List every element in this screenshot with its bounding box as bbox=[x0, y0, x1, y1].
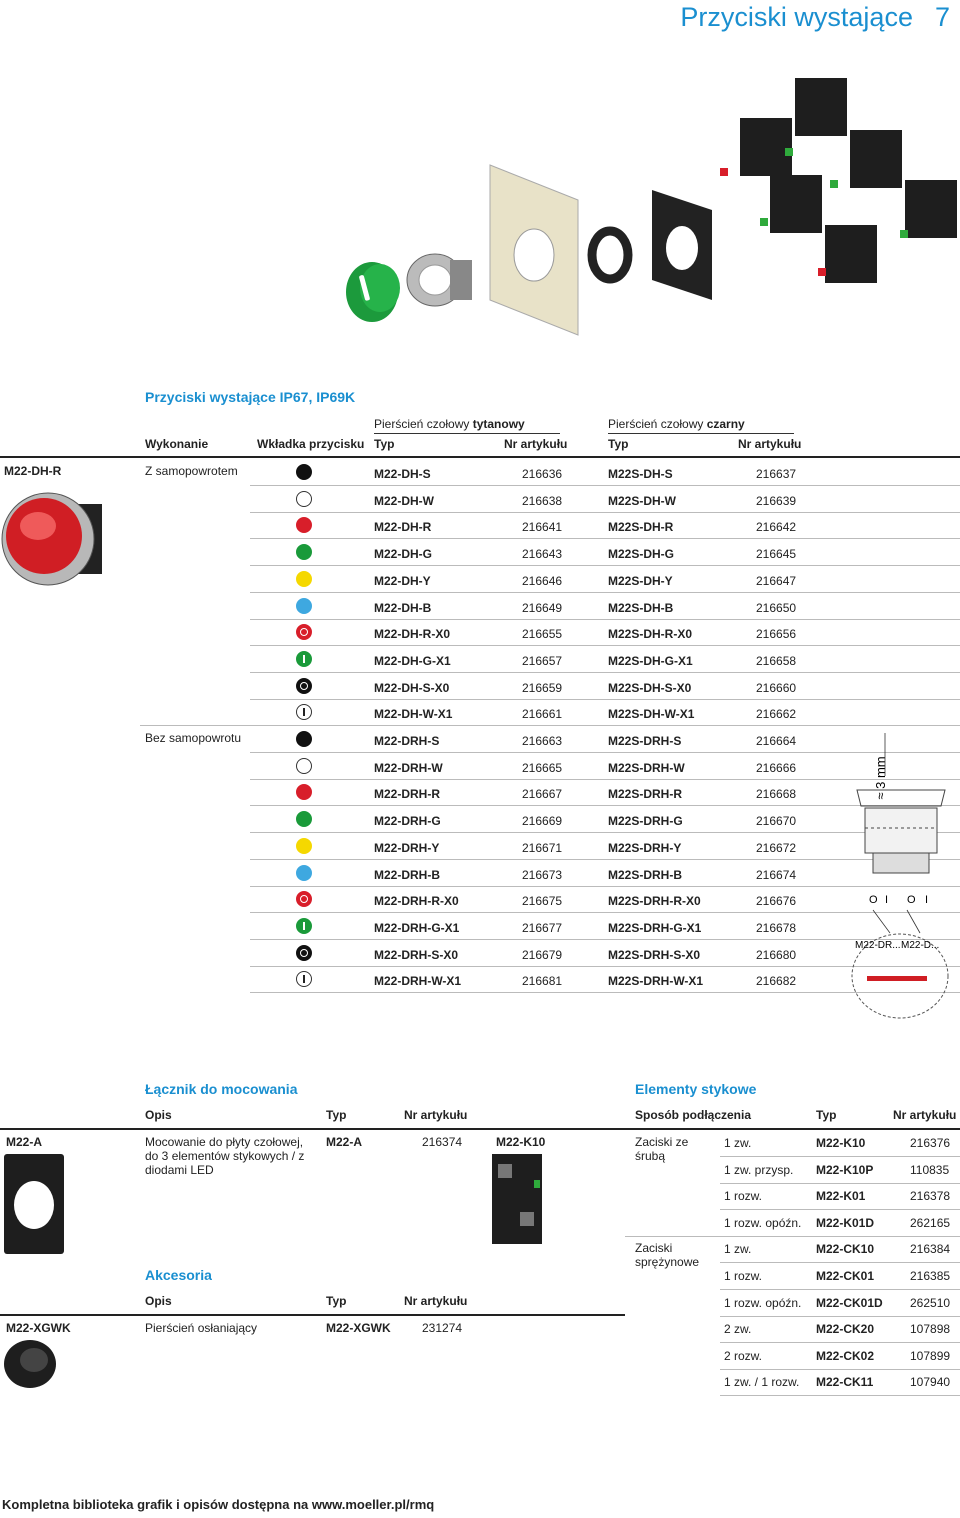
cell-nr2: 216639 bbox=[756, 493, 797, 508]
button-color-icon bbox=[296, 624, 312, 640]
cell-nr2: 216676 bbox=[756, 894, 797, 909]
cell-nr: 216661 bbox=[522, 707, 563, 722]
table-row bbox=[0, 779, 960, 806]
cell-typ2: M22S-DRH-R bbox=[608, 787, 683, 802]
contact-row bbox=[0, 1290, 960, 1317]
cell-nr2: 216658 bbox=[756, 653, 797, 668]
contact-cell-kind: 1 rozw. bbox=[724, 1189, 763, 1204]
contacts-col-typ: Typ bbox=[816, 1108, 837, 1122]
mounting-section-title: Łącznik do mocowania bbox=[145, 1081, 298, 1097]
contact-cell-kind: 1 zw. bbox=[724, 1136, 752, 1150]
mounting-typ: M22-A bbox=[326, 1135, 363, 1149]
group-label-z-samopowrotem: Z samopowrotem bbox=[145, 464, 238, 478]
cell-nr2: 216660 bbox=[756, 680, 797, 695]
cell-nr: 216641 bbox=[522, 520, 563, 535]
cell-nr2: 216642 bbox=[756, 520, 797, 535]
button-color-icon bbox=[296, 918, 312, 934]
cell-nr: 216638 bbox=[522, 493, 563, 508]
contact-row bbox=[0, 1263, 960, 1290]
button-color-icon bbox=[296, 544, 312, 560]
ring-titanium-bold: tytanowy bbox=[472, 417, 525, 431]
cell-nr: 216677 bbox=[522, 920, 563, 935]
footer-text: Kompletna biblioteka grafik i opisów dostępna na www.moeller.pl/rmq bbox=[2, 1497, 435, 1512]
cell-typ2: M22S-DH-G-X1 bbox=[608, 653, 693, 668]
button-color-icon bbox=[296, 571, 312, 587]
contact-cell-typ: M22-CK10 bbox=[816, 1242, 875, 1257]
contact-cell-kind: 1 zw. przysp. bbox=[724, 1162, 794, 1177]
button-color-icon bbox=[296, 517, 312, 533]
cell-typ: M22-DH-S-X0 bbox=[374, 680, 450, 695]
cell-nr: 216665 bbox=[522, 760, 563, 775]
cell-typ: M22-DRH-B bbox=[374, 867, 440, 882]
col-wkladka: Wkładka przycisku bbox=[257, 437, 365, 451]
ring-titanium-pre: Pierścień czołowy bbox=[374, 417, 473, 431]
contact-cell-typ: M22-K01 bbox=[816, 1189, 866, 1204]
contact-cell-nr: 110835 bbox=[910, 1162, 950, 1177]
table-row bbox=[0, 593, 960, 620]
cell-typ: M22-DRH-R bbox=[374, 787, 440, 802]
cell-typ2: M22S-DH-W bbox=[608, 493, 676, 508]
cell-typ: M22-DRH-G bbox=[374, 814, 441, 829]
cell-typ: M22-DRH-W-X1 bbox=[374, 974, 462, 989]
ring-black-pre: Pierścień czołowy bbox=[608, 417, 707, 431]
mounting-nr: 216374 bbox=[422, 1135, 463, 1149]
mount-col-opis: Opis bbox=[145, 1108, 172, 1122]
contact-cell-kind: 1 zw. / 1 rozw. bbox=[724, 1375, 800, 1390]
mounting-adapter-icon bbox=[652, 190, 712, 300]
cell-nr2: 216645 bbox=[756, 547, 797, 562]
contacts-group2-label: Zaciski sprężynowe bbox=[635, 1241, 700, 1269]
product-label-m22-dh-r: M22-DH-R bbox=[4, 464, 62, 478]
cell-typ2: M22S-DRH-G-X1 bbox=[608, 920, 702, 935]
diag-o2: O bbox=[907, 894, 916, 906]
cell-nr2: 216682 bbox=[756, 974, 797, 989]
col-typ: Typ bbox=[374, 437, 395, 451]
cell-typ2: M22S-DRH-B bbox=[608, 867, 683, 882]
col-nr2: Nr artykułu bbox=[738, 437, 802, 451]
cell-typ: M22-DH-S bbox=[374, 467, 431, 481]
contact-cell-typ: M22-CK01 bbox=[816, 1269, 875, 1283]
table-row bbox=[0, 886, 960, 913]
cell-typ2: M22S-DH-R-X0 bbox=[608, 627, 693, 642]
cell-nr: 216667 bbox=[522, 787, 563, 802]
dim-label: ≈ 3 mm bbox=[873, 756, 888, 800]
cell-typ2: M22S-DH-B bbox=[608, 600, 674, 615]
cell-typ: M22-DH-W-X1 bbox=[374, 707, 453, 722]
cell-typ: M22-DRH-R-X0 bbox=[374, 894, 459, 909]
contact-cell-typ: M22-CK02 bbox=[816, 1348, 875, 1363]
contact-cell-nr: 216385 bbox=[910, 1269, 951, 1283]
table-row bbox=[0, 860, 960, 887]
acc-typ: M22-XGWK bbox=[326, 1321, 391, 1335]
cell-nr2: 216637 bbox=[756, 467, 797, 481]
cell-nr: 216636 bbox=[522, 467, 563, 481]
contacts-col-nr: Nr artykułu bbox=[893, 1108, 957, 1122]
contact-row bbox=[0, 1316, 960, 1343]
cell-typ2: M22S-DRH-Y bbox=[608, 840, 682, 855]
table-row bbox=[0, 646, 960, 673]
page-title-text: Przyciski wystające bbox=[680, 2, 913, 32]
diag-tag1: M22-DR... bbox=[855, 940, 901, 951]
cell-typ: M22-DH-G bbox=[374, 547, 433, 562]
button-color-icon bbox=[296, 704, 312, 720]
cell-typ2: M22S-DH-W-X1 bbox=[608, 707, 695, 722]
product-label-m22-k10: M22-K10 bbox=[496, 1135, 546, 1149]
product-label-m22-a: M22-A bbox=[6, 1135, 43, 1149]
table-row bbox=[0, 619, 960, 646]
contact-cell-kind: 1 rozw. opóźn. bbox=[724, 1215, 802, 1230]
cell-typ2: M22S-DH-R bbox=[608, 520, 674, 535]
button-color-icon bbox=[296, 731, 312, 747]
cell-nr2: 216674 bbox=[756, 867, 797, 882]
group-label-bez-samopowrotu: Bez samopowrotu bbox=[145, 731, 242, 745]
button-color-icon bbox=[296, 784, 312, 800]
cell-nr: 216663 bbox=[522, 734, 563, 748]
table-row bbox=[0, 459, 960, 486]
page-title bbox=[680, 2, 950, 33]
cell-nr2: 216656 bbox=[756, 627, 797, 642]
cell-typ: M22-DRH-G-X1 bbox=[374, 920, 460, 935]
cell-typ: M22-DH-R bbox=[374, 520, 432, 535]
cell-typ2: M22S-DH-Y bbox=[608, 573, 673, 588]
ring-titanium-header bbox=[374, 417, 525, 431]
contacts-group1-label: Zaciski ze śrubą bbox=[635, 1135, 689, 1163]
cell-typ: M22-DRH-Y bbox=[374, 840, 440, 855]
contact-cell-kind: 2 zw. bbox=[724, 1322, 752, 1337]
contact-row bbox=[0, 1130, 960, 1157]
contact-cell-nr: 216376 bbox=[910, 1136, 951, 1150]
cell-nr: 216643 bbox=[522, 547, 563, 562]
contact-cell-kind: 1 rozw. opóźn. bbox=[724, 1295, 802, 1310]
bezel-icon bbox=[407, 254, 472, 306]
ring-black-bold: czarny bbox=[706, 417, 745, 431]
cell-nr2: 216662 bbox=[756, 707, 797, 722]
col-nr: Nr artykułu bbox=[504, 437, 568, 451]
acc-col-typ: Typ bbox=[326, 1294, 347, 1308]
cell-nr: 216681 bbox=[522, 974, 563, 989]
acc-col-opis: Opis bbox=[145, 1294, 172, 1308]
diag-i2: I bbox=[925, 894, 929, 906]
button-color-icon bbox=[296, 971, 312, 987]
table-row bbox=[0, 699, 960, 726]
table-row bbox=[0, 806, 960, 833]
cell-nr2: 216647 bbox=[756, 573, 797, 588]
cell-nr2: 216666 bbox=[756, 760, 797, 775]
product-label-m22-xgwk: M22-XGWK bbox=[6, 1321, 71, 1335]
contact-cell-typ: M22-CK20 bbox=[816, 1322, 875, 1337]
cell-typ2: M22S-DRH-S-X0 bbox=[608, 947, 701, 962]
contacts-col-sposob: Sposób podłączenia bbox=[635, 1108, 752, 1122]
contact-cell-nr: 262510 bbox=[910, 1295, 951, 1310]
cell-typ2: M22S-DH-S bbox=[608, 467, 673, 481]
cell-nr: 216646 bbox=[522, 573, 563, 588]
cell-typ: M22-DH-Y bbox=[374, 573, 431, 588]
cell-typ2: M22S-DRH-W-X1 bbox=[608, 974, 704, 989]
acc-opis: Pierścień osłaniający bbox=[145, 1321, 258, 1335]
cell-nr2: 216668 bbox=[756, 787, 797, 802]
mount-col-nr: Nr artykułu bbox=[404, 1108, 468, 1122]
cell-nr2: 216678 bbox=[756, 920, 797, 935]
page-number: 7 bbox=[934, 2, 950, 32]
cell-typ: M22-DRH-S-X0 bbox=[374, 947, 459, 962]
table-row bbox=[0, 913, 960, 940]
cell-nr: 216673 bbox=[522, 867, 563, 882]
cell-nr2: 216672 bbox=[756, 840, 797, 855]
cell-typ2: M22S-DH-G bbox=[608, 547, 675, 562]
table-row bbox=[0, 726, 960, 753]
contact-row bbox=[0, 1157, 960, 1184]
cell-typ2: M22S-DRH-R-X0 bbox=[608, 894, 701, 909]
cell-typ: M22-DH-G-X1 bbox=[374, 653, 451, 668]
button-color-icon bbox=[296, 651, 312, 667]
contact-row bbox=[0, 1210, 960, 1237]
cell-nr: 216659 bbox=[522, 680, 563, 695]
acc-col-nr: Nr artykułu bbox=[404, 1294, 468, 1308]
cell-nr2: 216664 bbox=[756, 734, 797, 748]
table-row bbox=[0, 833, 960, 860]
table-row bbox=[0, 566, 960, 593]
mount-col-typ: Typ bbox=[326, 1108, 347, 1122]
table-row bbox=[0, 486, 960, 513]
cell-nr: 216675 bbox=[522, 894, 563, 909]
cell-nr: 216679 bbox=[522, 947, 563, 962]
button-color-icon bbox=[296, 464, 312, 480]
diag-tag2: M22-D... bbox=[901, 940, 940, 951]
contact-row bbox=[0, 1236, 960, 1263]
cell-typ2: M22S-DRH-W bbox=[608, 760, 685, 775]
button-color-icon bbox=[296, 811, 312, 827]
table-row bbox=[0, 940, 960, 967]
contact-cell-typ: M22-K10 bbox=[816, 1136, 866, 1150]
contact-cell-nr: 216384 bbox=[910, 1242, 951, 1257]
cell-typ2: M22S-DH-S-X0 bbox=[608, 680, 692, 695]
cell-typ2: M22S-DRH-G bbox=[608, 814, 683, 829]
mounting-opis: Mocowanie do płyty czołowej, do 3 elementów stykowych / z diodami LED bbox=[145, 1135, 305, 1177]
contact-cell-kind: 2 rozw. bbox=[724, 1348, 763, 1363]
cell-nr: 216655 bbox=[522, 627, 563, 642]
button-color-icon bbox=[296, 945, 312, 961]
contact-row bbox=[0, 1369, 960, 1396]
button-color-icon bbox=[296, 678, 312, 694]
contact-cell-kind: 1 rozw. bbox=[724, 1269, 763, 1283]
col-wykonanie: Wykonanie bbox=[145, 437, 209, 451]
dimension-diagram bbox=[845, 728, 960, 1023]
cell-typ: M22-DH-W bbox=[374, 493, 434, 508]
exploded-assembly-illustration bbox=[340, 70, 960, 340]
button-color-icon bbox=[296, 891, 312, 907]
contact-row bbox=[0, 1343, 960, 1370]
table-row bbox=[0, 512, 960, 539]
button-color-icon bbox=[296, 598, 312, 614]
table-row bbox=[0, 966, 960, 993]
contact-cell-typ: M22-K10P bbox=[816, 1162, 874, 1177]
accessories-section-title: Akcesoria bbox=[145, 1267, 212, 1283]
cell-nr2: 216680 bbox=[756, 947, 797, 962]
cell-nr2: 216650 bbox=[756, 600, 797, 615]
main-section-title: Przyciski wystające IP67, IP69K bbox=[145, 389, 356, 405]
cell-typ2: M22S-DRH-S bbox=[608, 734, 682, 748]
contact-cell-nr: 216378 bbox=[910, 1189, 951, 1204]
cell-typ: M22-DRH-W bbox=[374, 760, 443, 775]
button-color-icon bbox=[296, 865, 312, 881]
nut-ring-icon bbox=[592, 231, 628, 279]
cell-nr: 216671 bbox=[522, 840, 563, 855]
contact-cell-nr: 107940 bbox=[910, 1375, 951, 1390]
cell-nr2: 216670 bbox=[756, 814, 797, 829]
button-color-icon bbox=[296, 491, 312, 507]
cell-typ: M22-DH-B bbox=[374, 600, 432, 615]
contact-cell-kind: 1 zw. bbox=[724, 1242, 752, 1257]
diag-i1: I bbox=[885, 894, 889, 906]
button-color-icon bbox=[296, 758, 312, 774]
contact-blocks-icon bbox=[720, 78, 957, 283]
button-color-icon bbox=[296, 838, 312, 854]
table-row bbox=[0, 753, 960, 780]
contact-row bbox=[0, 1183, 960, 1210]
contact-cell-typ: M22-CK11 bbox=[816, 1375, 874, 1390]
ring-black-header bbox=[608, 417, 745, 431]
col-typ2: Typ bbox=[608, 437, 629, 451]
contacts-section-title: Elementy stykowe bbox=[635, 1081, 757, 1097]
contact-cell-typ: M22-CK01D bbox=[816, 1295, 883, 1310]
diag-o1: O bbox=[869, 894, 878, 906]
contact-cell-nr: 262165 bbox=[910, 1215, 951, 1230]
contact-cell-nr: 107898 bbox=[910, 1322, 951, 1337]
acc-nr: 231274 bbox=[422, 1321, 463, 1335]
table-row bbox=[0, 673, 960, 700]
cell-typ: M22-DH-R-X0 bbox=[374, 627, 451, 642]
cell-nr: 216669 bbox=[522, 814, 563, 829]
cell-nr: 216649 bbox=[522, 600, 563, 615]
contact-cell-typ: M22-K01D bbox=[816, 1215, 875, 1230]
cell-typ: M22-DRH-S bbox=[374, 734, 440, 748]
cell-nr: 216657 bbox=[522, 653, 563, 668]
table-row bbox=[0, 539, 960, 566]
contact-cell-nr: 107899 bbox=[910, 1348, 951, 1363]
